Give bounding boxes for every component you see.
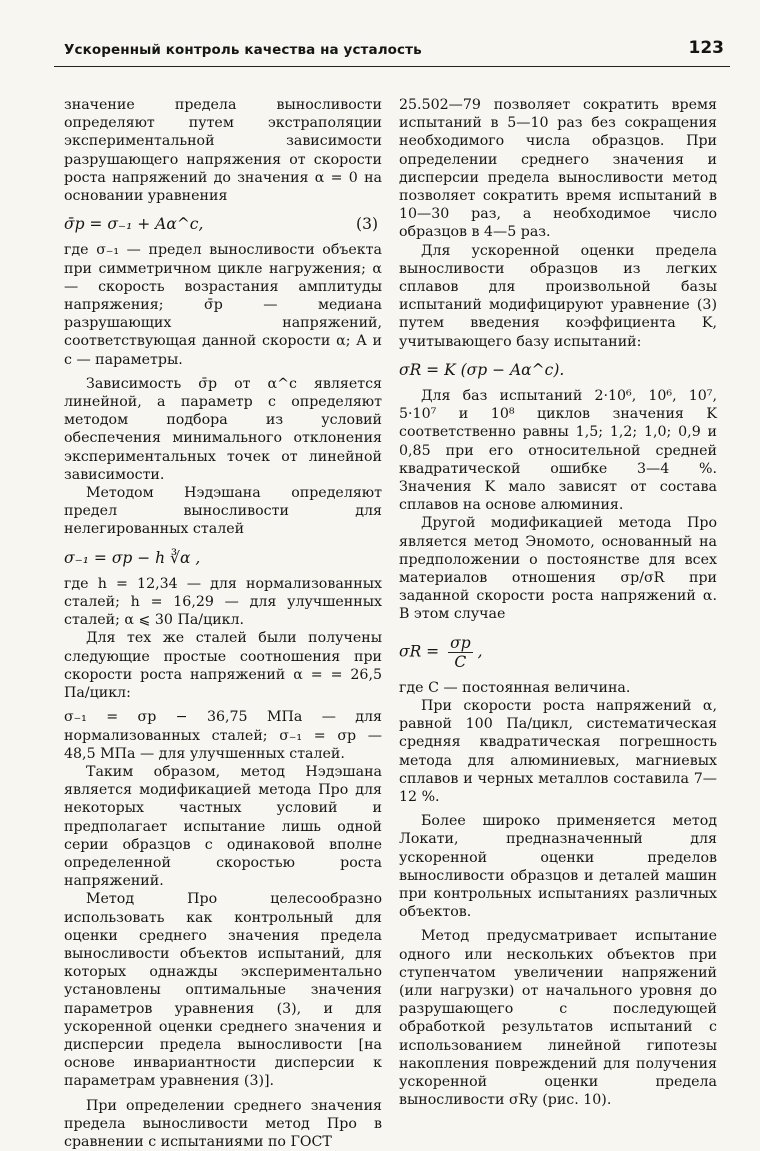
paragraph: где C — постоянная величина. (399, 679, 631, 696)
equation-body: σ̄р = σ₋₁ + Aα^c, (64, 215, 204, 234)
equation-k (399, 361, 717, 379)
equation-lhs: σR = (399, 642, 440, 661)
paragraph: При определении среднего значения предела выносливости метод Про в сравнении с испытаниями по ГОСТ (64, 1097, 382, 1150)
page-number: 123 (688, 38, 724, 58)
paragraph: Методом Нэдэшана определяют предел выносливости для нелегированных сталей (64, 485, 382, 538)
paragraph: Метод предусматривает испытание одного или нескольких объектов при ступенчатом увеличении напряжений (или нагрузки) от начального уровня до разрушающего с последующей обработкой результатов испытаний с использованием линейной гипотезы накопления повреждений для получения ускоренной оценки предела выносливости σRу (рис. 10). (399, 928, 717, 1109)
paragraph: При скорости роста напряжений α, равной 100 Па/цикл, систематическая средняя квадратическая погрешность метода для алюминиевых, магниевых сплавов и черных металлов составила 7—12 %. (399, 697, 717, 805)
paragraph: 25.502—79 позволяет сократить время испытаний в 5—10 раз без сокращения необходимого числа образцов. При определении среднего значения и дисперсии предела выносливости метод позволяет сократить время испытаний в 10—30 раз, а необходимое число образцов в 4—5 раз. (399, 97, 717, 241)
paragraph: σ₋₁ = σр − 36,75 МПа — для нормализованных сталей; σ₋₁ = σр — 48,5 МПа — для улучшенных сталей. (64, 709, 382, 762)
page-header (54, 38, 730, 67)
fraction-denominator: C (454, 652, 467, 671)
paragraph: Таким образом, метод Нэдэшана является модификацией метода Про для некоторых частных условий и предполагает испытание лишь одной серии образцов с одинаковой вполне определенной скоростью роста напряжений. (64, 763, 382, 890)
paragraph: Зависимость σ̄р от α^c является линейной, а параметр c определяют методом подбора из условий обеспечения минимального отклонения экспериментальных точек от линейной зависимости. (64, 375, 382, 483)
paragraph: Для тех же сталей были получены следующие простые соотношения при скорости роста напряжений α = = 26,5 Па/цикл: (64, 630, 382, 702)
equation-nadeshan (64, 549, 382, 567)
fraction-numerator: σр (450, 633, 471, 652)
equation-body: σ₋₁ = σр − h ∛α , (64, 548, 201, 567)
equation-tail: , (477, 642, 483, 661)
paragraph: Метод Про целесообразно использовать как контрольный для оценки среднего значения предела выносливости объектов испытаний, для которых однажды экспериментально установлены оптимальные значения параметров уравнения (3), и для ускоренной оценки среднего значения и дисперсии предела выносливости [на основе инвариантности дисперсии к параметрам уравнения (3)]. (64, 891, 382, 1090)
paragraph: Для ускоренной оценки предела выносливости образцов из легких сплавов для произвольной базы испытаний модифицируют уравнение (3) путем введения коэффициента K, учитывающего базу испытаний: (399, 242, 717, 350)
paragraph: Для баз испытаний 2·10⁶, 10⁶, 10⁷, 5·10⁷ и 10⁸ циклов значения K соответственно равны 1,5; 1,2; 1,0; 0,9 и 0,85 при его относительной средней квадратической ошибке 3—4 %. Значения K мало зависят от состава сплавов на основе алюминия. (399, 388, 717, 514)
paragraph: значение предела выносливости определяют путем экстраполяции экспериментальной зависимости разрушающего напряжения от скорости роста напряжений до значения α = 0 на основании уравнения (64, 97, 382, 205)
right-column (399, 96, 717, 1109)
equation-number: (3) (356, 215, 378, 234)
running-head: Ускоренный контроль качества на усталость (64, 42, 422, 58)
equation-3 (64, 215, 382, 233)
paragraph: Другой модификацией метода Про является метод Эномото, основанный на предположении о постоянстве для всех материалов отношения σр/σR при заданной скорости роста напряжений α. В этом случае (399, 515, 717, 623)
paragraph: где h = 12,34 — для нормализованных сталей; h = 16,29 — для улучшенных сталей; α ⩽ 30 Па/цикл. (64, 575, 382, 629)
left-column (64, 96, 382, 1151)
paragraph: где σ₋₁ — предел выносливости объекта при симметричном цикле нагружения; α — скорость возрастания амплитуды напряжения; σ̄р — медиана разрушающих напряжений, соответствующая данной скорости α; A и c — параметры. (64, 242, 382, 368)
fraction (448, 634, 473, 671)
equation-body: σR = K (σр − Aα^c). (399, 360, 565, 379)
equation-enomoto (399, 634, 717, 671)
paragraph: Более широко применяется метод Локати, предназначенный для ускоренной оценки пределов выносливости образцов и деталей машин при контрольных испытаниях различных объектов. (399, 813, 717, 921)
